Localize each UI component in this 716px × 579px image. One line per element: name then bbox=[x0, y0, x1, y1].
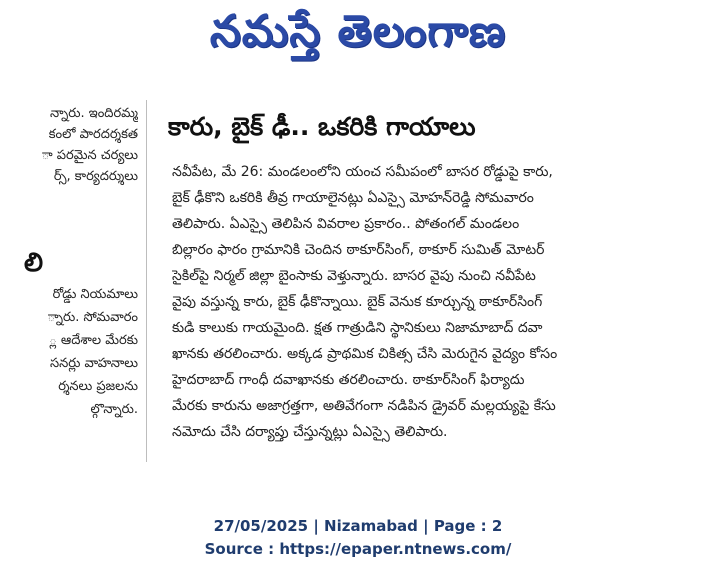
article-line: మేరకు కారును అజాగ్రత్తగా, అతివేగంగా నడిపిన డ్రైవర్‌ మల్లయ్యపై కేసు bbox=[172, 398, 556, 414]
left-line: రోడ్డు నియమాలు bbox=[52, 287, 138, 302]
footer-date-edition-page: 27/05/2025 | Nizamabad | Page : 2 bbox=[213, 517, 503, 535]
article-line: హైదరాబాద్‌ గాంధీ దవాఖానకు తరలించారు. ఠాకూర్‌సింగ్‌ ఫిర్యాదు bbox=[172, 372, 525, 388]
left-line: కంలో పారదర్శకత bbox=[48, 127, 138, 142]
left-line: ్నారు. సోమవారం bbox=[47, 310, 138, 325]
left-heading-fragment: లి bbox=[23, 248, 43, 278]
left-column-clipped bbox=[0, 100, 138, 475]
left-line: ర్శనలు ప్రజలను bbox=[58, 379, 138, 394]
column-divider bbox=[146, 100, 147, 462]
left-line: ా పరమైన చర్యలు bbox=[41, 148, 138, 163]
article-line: తెలిపారు. ఏఎస్సై తెలిపిన వివరాల ప్రకారం.. పోతంగల్‌ మండలం bbox=[172, 216, 520, 232]
left-line: న్నారు. ఇందిరమ్మ bbox=[50, 106, 138, 121]
left-line: సనర్లు వాహనాలు bbox=[49, 356, 138, 371]
article-line: సైకిల్‌పై నిర్మల్‌ జిల్లా బైంసాకు వెళ్తున్నారు. బాసర వైపు నుంచి నవీపేట bbox=[172, 268, 536, 284]
article-line: బైక్‌ ఢీకొని ఒకరికి తీవ్ర గాయాలైనట్లు ఏఎస్సై మోహన్‌రెడ్డి సోమవారం bbox=[172, 190, 534, 206]
article-line: వైపు వస్తున్న కారు, బైక్‌ ఢీకొన్నాయి. బైక్‌ వెనుక కూర్చున్న ఠాకూర్‌సింగ్‌ bbox=[172, 294, 543, 310]
footer-source-link[interactable]: Source : https://epaper.ntnews.com/ bbox=[204, 540, 512, 558]
article-headline: కారు, బైక్‌ ఢీ.. ఒకరికి గాయాలు bbox=[168, 112, 476, 141]
left-line: ్ల ఆదేశాల మేరకు bbox=[49, 333, 138, 348]
article-line: ఖానకు తరలించారు. అక్కడ ప్రాథమిక చికిత్స చేసి మెరుగైన వైద్యం కోసం bbox=[172, 346, 558, 362]
left-line: ల్గొన్నారు. bbox=[90, 402, 138, 417]
article-line: కుడి కాలుకు గాయమైంది. క్షత గాత్రుడిని స్థానికులు నిజామాబాద్‌ దవా bbox=[172, 320, 543, 336]
article-line: నవీపేట, మే 26: మండలంలోని యంచ సమీపంలో బాసర రోడ్డుపై కారు, bbox=[172, 164, 553, 180]
article-line: నమోదు చేసి దర్యాప్తు చేస్తున్నట్లు ఏఎస్సై తెలిపారు. bbox=[172, 424, 448, 440]
left-line: ర్స్, కార్యదర్శులు bbox=[53, 169, 138, 184]
masthead-logo: నమస్తే తెలంగాణ bbox=[209, 6, 507, 57]
article-line: బిల్లారం ఫారం గ్రామానికి చెందిన ఠాకూర్‌సింగ్‌, ఠాకూర్‌ సుమిత్‌ మోటర్‌ bbox=[172, 242, 545, 258]
